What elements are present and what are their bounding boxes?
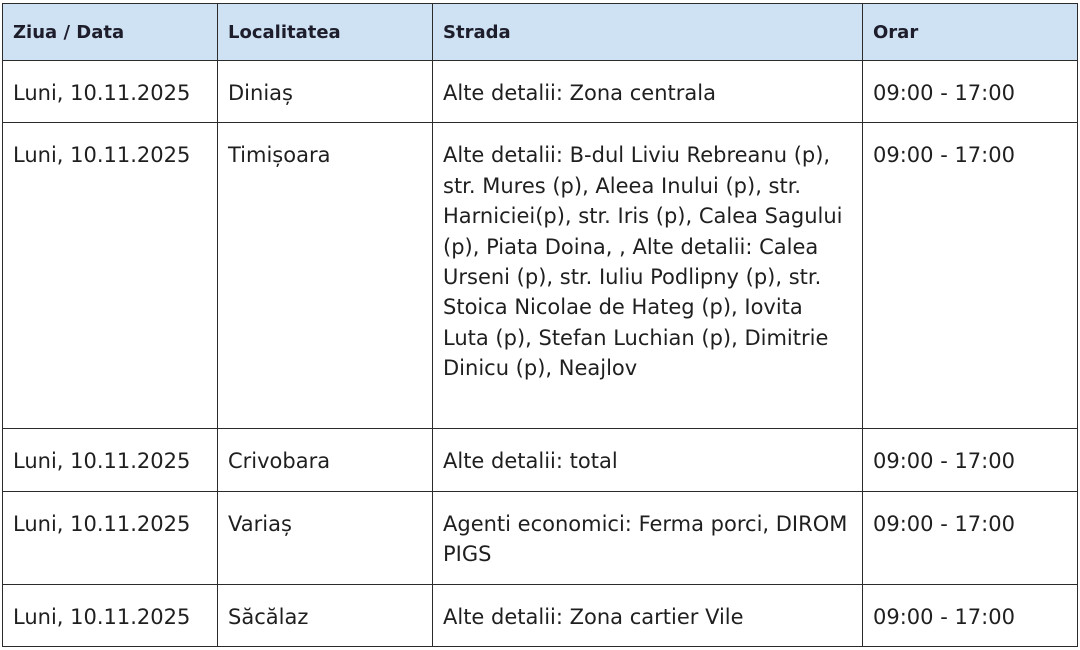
cell-locality: Timișoara (218, 123, 433, 429)
cell-hours: 09:00 - 17:00 (863, 584, 1078, 646)
cell-date: Luni, 10.11.2025 (3, 61, 218, 123)
cell-locality: Crivobara (218, 429, 433, 491)
header-date: Ziua / Data (3, 4, 218, 61)
table-row (3, 61, 1078, 123)
cell-street: Alte detalii: Zona cartier Vile (433, 584, 863, 646)
cell-date: Luni, 10.11.2025 (3, 491, 218, 584)
table-row (3, 123, 1078, 429)
table-row (3, 429, 1078, 491)
cell-street: Alte detalii: B-dul Liviu Rebreanu (p), str. Mures (p), Aleea Inului (p), str. Harniciei(p), str. Iris (p), Calea Sagului (p), Piata Doina, , Alte detalii: Calea Urseni (p), str. Iuliu Podlipny (p), str. Stoica Nicolae de Hateg (p), Iovita Luta (p), Stefan Luchian (p), Dimitrie Dinicu (p), Neajlov (433, 123, 863, 429)
cell-street: Alte detalii: total (433, 429, 863, 491)
cell-street: Agenti economici: Ferma porci, DIROM PIGS (433, 491, 863, 584)
cell-hours: 09:00 - 17:00 (863, 123, 1078, 429)
outage-schedule-table (2, 3, 1078, 647)
table-row (3, 491, 1078, 584)
cell-date: Luni, 10.11.2025 (3, 584, 218, 646)
table-header-row (3, 4, 1078, 61)
cell-date: Luni, 10.11.2025 (3, 123, 218, 429)
cell-date: Luni, 10.11.2025 (3, 429, 218, 491)
cell-locality: Săcălaz (218, 584, 433, 646)
header-street: Strada (433, 4, 863, 61)
header-locality: Localitatea (218, 4, 433, 61)
outage-schedule-table-container (2, 3, 1077, 647)
header-hours: Orar (863, 4, 1078, 61)
cell-hours: 09:00 - 17:00 (863, 429, 1078, 491)
cell-locality: Variaș (218, 491, 433, 584)
cell-street: Alte detalii: Zona centrala (433, 61, 863, 123)
cell-locality: Diniaș (218, 61, 433, 123)
table-row (3, 584, 1078, 646)
cell-hours: 09:00 - 17:00 (863, 61, 1078, 123)
cell-hours: 09:00 - 17:00 (863, 491, 1078, 584)
